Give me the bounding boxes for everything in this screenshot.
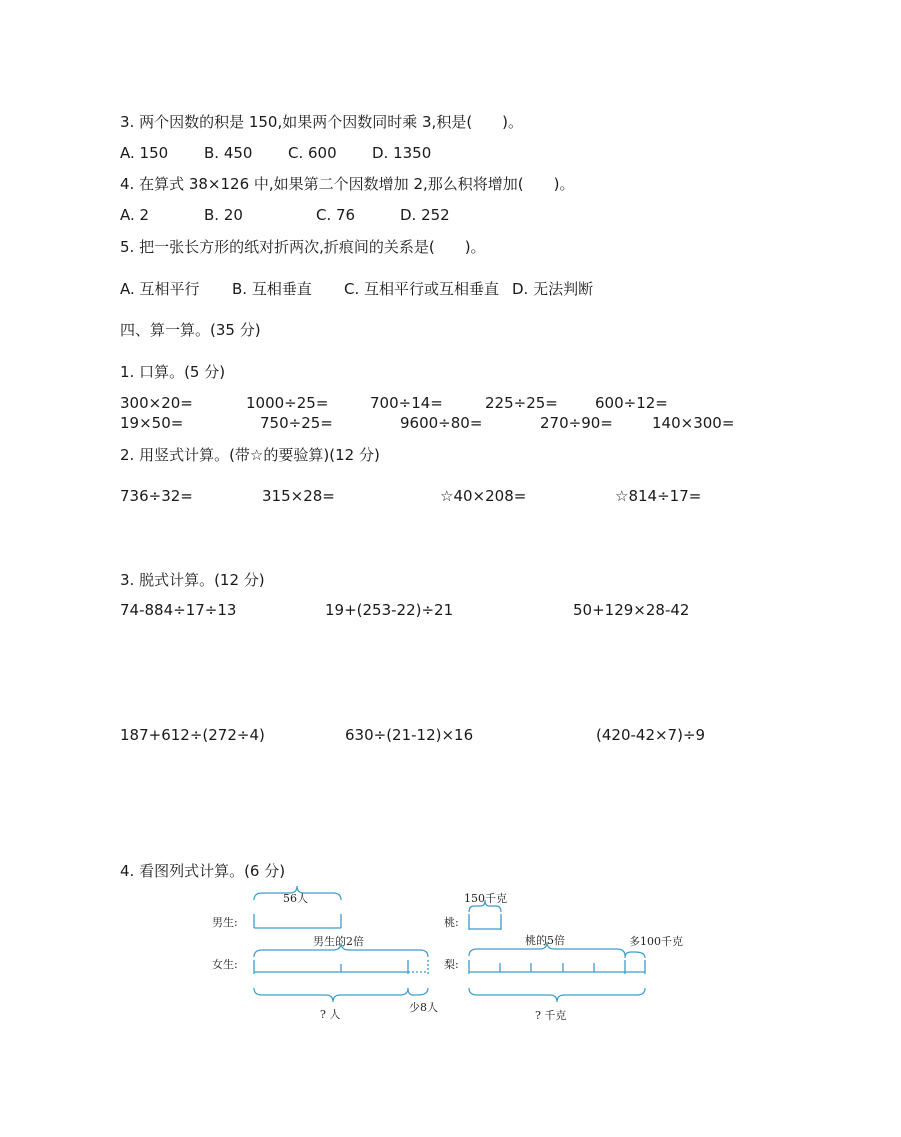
oral-item: 9600÷80=: [400, 414, 483, 432]
q4-option-d: D. 252: [400, 206, 450, 224]
peach-value: 150千克: [464, 892, 507, 905]
oral-item: 700÷14=: [370, 394, 443, 412]
q5-option-b: B. 互相垂直: [232, 280, 312, 298]
left-question: ? 人: [320, 1008, 341, 1021]
girls-bar-dashed: [408, 960, 428, 974]
oral-item: 140×300=: [652, 414, 735, 432]
more-label: 多100千克: [629, 935, 683, 948]
less-brace: [408, 988, 428, 995]
right-question: ? 千克: [535, 1009, 567, 1022]
pear-total-brace: [469, 988, 645, 1002]
oral-item: 1000÷25=: [246, 394, 329, 412]
oral-item: 750÷25=: [260, 414, 333, 432]
vertical-item: 315×28=: [262, 487, 335, 505]
q4-option-a: A. 2: [120, 206, 150, 224]
oral-item: 225÷25=: [485, 394, 558, 412]
q5-option-c: C. 互相平行或互相垂直: [344, 280, 500, 298]
q3-option-a: A. 150: [120, 144, 169, 162]
boys-bar: [254, 914, 341, 928]
stepwise-item: 187+612÷(272÷4): [120, 726, 265, 744]
q3-stem: 3. 两个因数的积是 150,如果两个因数同时乘 3,积是( )。: [120, 113, 524, 131]
peach-bar: [469, 914, 501, 930]
stepwise-title: 3. 脱式计算。(12 分): [120, 571, 265, 589]
stepwise-item: 50+129×28-42: [573, 601, 690, 619]
q5-option-a: A. 互相平行: [120, 280, 200, 298]
vertical-title: 2. 用竖式计算。(带☆的要验算)(12 分): [120, 446, 380, 464]
peach-brace-top: [469, 900, 501, 912]
q3-option-d: D. 1350: [372, 144, 432, 162]
oral-item: 600÷12=: [595, 394, 668, 412]
pear-value: 桃的5倍: [525, 934, 565, 947]
vertical-item: ☆814÷17=: [615, 487, 702, 505]
stepwise-item: 74-884÷17÷13: [120, 601, 237, 619]
pear-brace-top: [469, 942, 625, 956]
vertical-item: 736÷32=: [120, 487, 193, 505]
vertical-item: ☆40×208=: [440, 487, 527, 505]
girls-bar-ticks: [341, 960, 408, 974]
diagram-title: 4. 看图列式计算。(6 分): [120, 862, 286, 880]
q4-option-b: B. 20: [204, 206, 243, 224]
stepwise-item: 630÷(21-12)×16: [345, 726, 474, 744]
q4-stem: 4. 在算式 38×126 中,如果第二个因数增加 2,那么积将增加( )。: [120, 175, 575, 193]
pear-label: 梨:: [444, 958, 459, 971]
more-brace: [625, 952, 645, 958]
q5-option-d: D. 无法判断: [512, 280, 594, 298]
boys-label: 男生:: [212, 916, 238, 929]
stepwise-item: 19+(253-22)÷21: [325, 601, 454, 619]
q4-option-c: C. 76: [316, 206, 356, 224]
pear-bar: [469, 960, 645, 974]
boys-brace-top: [254, 886, 341, 900]
q3-option-b: B. 450: [204, 144, 253, 162]
less-label: 少8人: [409, 1001, 438, 1014]
oral-item: 270÷90=: [540, 414, 613, 432]
pear-bar-ticks: [500, 960, 645, 974]
peach-label: 桃:: [444, 916, 459, 929]
girls-value: 男生的2倍: [313, 935, 364, 948]
oral-item: 300×20=: [120, 394, 193, 412]
oral-title: 1. 口算。(5 分): [120, 363, 226, 381]
q5-stem: 5. 把一张长方形的纸对折两次,折痕间的关系是( )。: [120, 238, 486, 256]
stepwise-item: (420-42×7)÷9: [596, 726, 706, 744]
q3-option-c: C. 600: [288, 144, 337, 162]
boys-value: 56人: [283, 892, 308, 905]
oral-item: 19×50=: [120, 414, 184, 432]
total-brace-left: [254, 988, 408, 1002]
girls-brace-top: [254, 943, 428, 957]
girls-label: 女生:: [212, 958, 238, 971]
section-title: 四、算一算。(35 分): [120, 321, 261, 339]
girls-bar: [254, 960, 408, 974]
